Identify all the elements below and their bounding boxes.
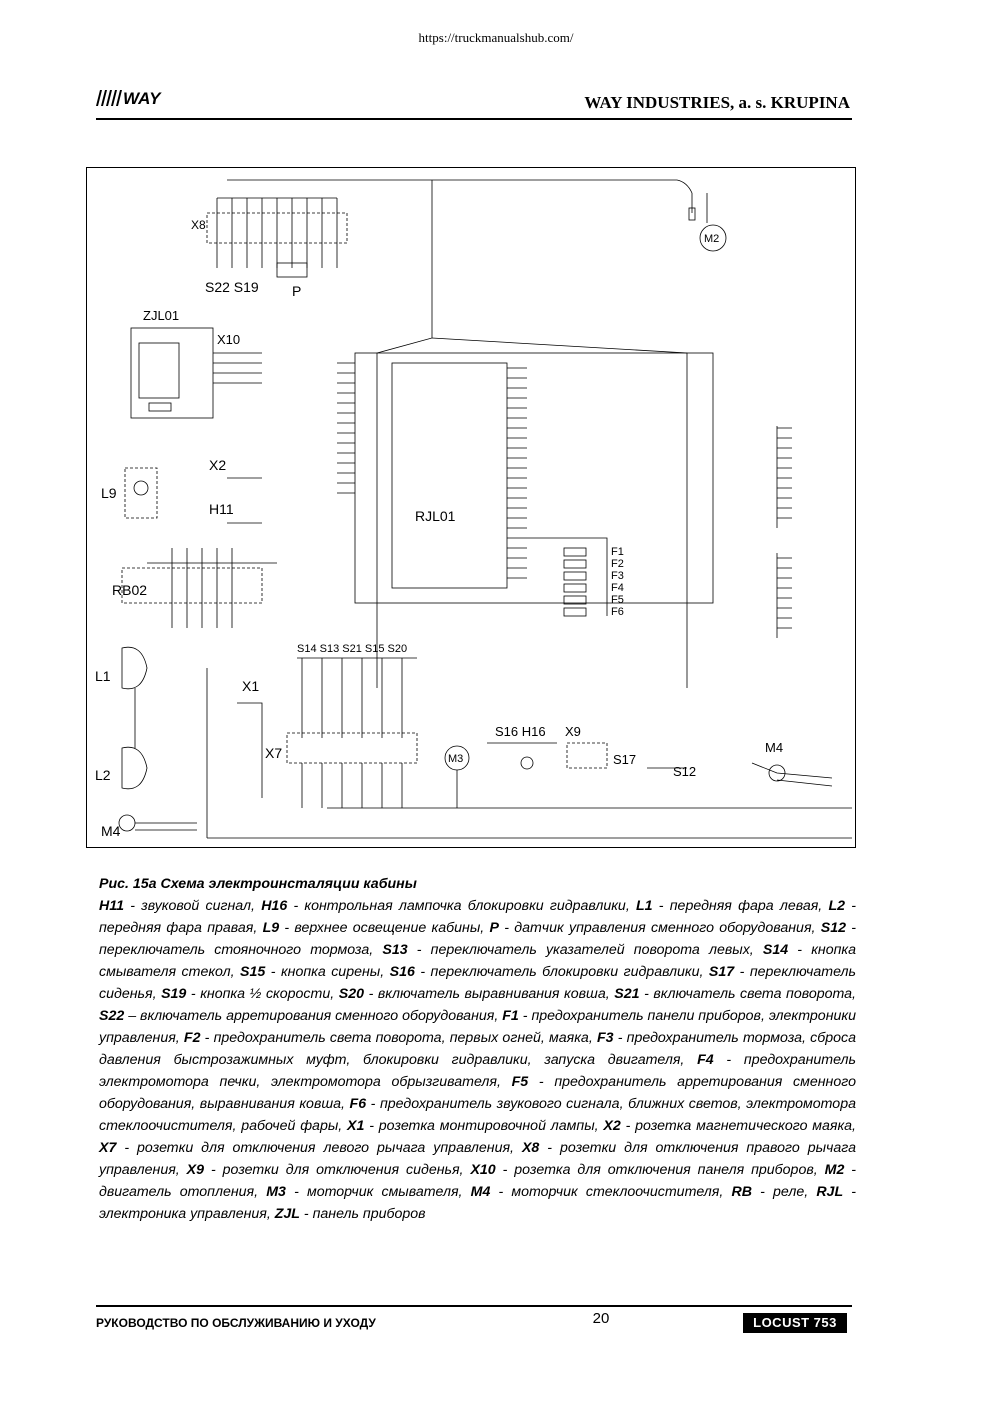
label-f1: F1 — [611, 546, 624, 558]
caption-term: F3 — [596, 1030, 614, 1046]
label-s16-h16: S16 H16 — [495, 724, 546, 739]
caption-term: L2 — [828, 898, 846, 914]
source-url: https://truckmanualshub.com/ — [418, 30, 574, 45]
caption-title: Рис. 15а Схема электроинсталяции кабины — [99, 876, 417, 892]
caption-text: - верхнее освещение кабины, — [279, 920, 490, 936]
caption-text: - датчик управления сменного оборудования, — [498, 920, 821, 936]
caption-text: - розетки для отключения сиденья, — [204, 1162, 471, 1178]
label-rb02: RB02 — [112, 582, 148, 598]
label-x7: X7 — [265, 745, 283, 761]
company-name: WAY INDUSTRIES, a. s. KRUPINA — [584, 93, 850, 112]
caption-term: F4 — [697, 1052, 714, 1068]
caption-term: S22 — [99, 1008, 125, 1024]
caption-text: - переключатель сиденья, — [99, 964, 856, 1002]
caption-text: - двигатель отопления, — [99, 1162, 857, 1200]
caption-text: - включатель света поворота, — [639, 986, 856, 1002]
wiring-diagram — [86, 167, 856, 848]
caption-term: M2 — [824, 1162, 845, 1178]
caption-text: - предохранитель панели приборов, электроники управления, — [99, 1008, 856, 1046]
page-number: 20 — [592, 1310, 610, 1327]
caption-text: - предохранитель тормоза, сброса давления быстрозажимных муфт, блокировки гидравлики, запуска двигателя, — [99, 1030, 856, 1068]
caption-term: X8 — [521, 1140, 540, 1156]
label-x9: X9 — [565, 724, 581, 739]
label-zjl01: ZJL01 — [143, 308, 180, 323]
caption-text: - предохранитель электромотора печки, электромотора обрызгивателя, — [99, 1052, 857, 1090]
caption-text: - розетка для отключения панеля приборов, — [495, 1162, 825, 1178]
label-x2: X2 — [209, 457, 227, 473]
caption-term: ZJL — [274, 1206, 300, 1222]
footer-divider — [96, 1305, 852, 1307]
caption-term: RB — [731, 1184, 752, 1200]
caption-text: - моторчик смывателя, — [285, 1184, 471, 1200]
label-l9: L9 — [101, 485, 117, 501]
label-l2: L2 — [95, 767, 111, 783]
caption-term: L9 — [262, 920, 280, 936]
logo-text: WAY — [123, 90, 161, 106]
header-divider — [96, 118, 852, 120]
label-rjl01: RJL01 — [415, 508, 456, 524]
caption-text: - переключатель указателей поворота левых, — [407, 942, 763, 958]
caption-text: - включатель выравнивания ковша, — [364, 986, 615, 1002]
caption-text: - кнопка сирены, — [265, 964, 390, 980]
label-x10: X10 — [217, 332, 241, 347]
label-m4-left: M4 — [101, 823, 121, 839]
label-s22-s19: S22 S19 — [205, 279, 259, 295]
caption-term: L1 — [636, 898, 653, 914]
label-f3: F3 — [611, 570, 624, 582]
caption-term: S19 — [161, 986, 187, 1002]
label-l1: L1 — [95, 668, 111, 684]
model-badge: LOCUST 753 — [743, 1313, 847, 1333]
caption-text: - розетка монтировочной лампы, — [364, 1118, 604, 1134]
caption-term: S14 — [762, 942, 789, 958]
label-x1: X1 — [242, 678, 260, 694]
figure-caption — [99, 873, 856, 1225]
caption-text: - предохранитель арретирования сменного оборудования, выравнивания ковша, — [99, 1074, 856, 1112]
label-f2: F2 — [611, 558, 624, 570]
caption-term: H16 — [261, 898, 288, 914]
caption-term: X7 — [99, 1140, 117, 1156]
label-s17: S17 — [613, 752, 637, 767]
caption-term: M3 — [266, 1184, 286, 1200]
caption-text: - моторчик стеклоочистителя, — [490, 1184, 732, 1200]
caption-term: S21 — [614, 986, 640, 1002]
label-f5: F5 — [611, 594, 624, 606]
caption-text: - розетки для отключения левого рычага управления, — [116, 1140, 522, 1156]
caption-term: X2 — [603, 1118, 621, 1134]
caption-term: X9 — [186, 1162, 205, 1178]
label-m3: M3 — [448, 753, 464, 765]
caption-term: M4 — [470, 1184, 491, 1200]
caption-text: - реле, — [751, 1184, 817, 1200]
label-f6: F6 — [611, 606, 624, 618]
caption-text: - звуковой сигнал, — [123, 898, 262, 914]
caption-term: S17 — [708, 964, 735, 980]
caption-term: X1 — [347, 1118, 365, 1134]
caption-text: - электроника управления, — [99, 1184, 856, 1222]
caption-term: S12 — [820, 920, 846, 936]
caption-term: F6 — [349, 1096, 367, 1112]
caption-text: - розетки для отключения правого рычага управления, — [99, 1140, 856, 1178]
caption-text: - предохранитель звукового сигнала, ближних светов, электромотора стеклоочистителя, рабочей фары, — [99, 1096, 856, 1134]
caption-term: F1 — [502, 1008, 519, 1024]
caption-term: F2 — [183, 1030, 201, 1046]
caption-text: - передняя фара левая, — [652, 898, 829, 914]
caption-term: S13 — [382, 942, 408, 958]
caption-term: RJL — [816, 1184, 844, 1200]
caption-text: - кнопка ½ скорости, — [186, 986, 339, 1002]
way-logo — [96, 90, 174, 106]
caption-term: F5 — [511, 1074, 529, 1090]
caption-text: - кнопка смывателя стекол, — [99, 942, 856, 980]
manual-title: РУКОВОДСТВО ПО ОБСЛУЖИВАНИЮ И УХОДУ — [96, 1316, 376, 1330]
caption-text: - панель приборов — [299, 1206, 426, 1222]
caption-text: - розетка магнетического маяка, — [620, 1118, 856, 1134]
caption-text: – включатель арретирования сменного оборудования, — [124, 1008, 503, 1024]
label-f4: F4 — [611, 582, 624, 594]
caption-term: X10 — [470, 1162, 496, 1178]
caption-text: - переключатель стояночного тормоза, — [99, 920, 856, 958]
caption-text: - контрольная лампочка блокировки гидравлики, — [287, 898, 636, 914]
caption-term: S20 — [338, 986, 364, 1002]
caption-text: - переключатель блокировки гидравлики, — [414, 964, 709, 980]
label-x8: X8 — [191, 218, 206, 232]
caption-text: - передняя фара правая, — [99, 898, 857, 936]
label-switch-row: S14 S13 S21 S15 S20 — [297, 643, 408, 655]
label-m2: M2 — [704, 233, 720, 245]
caption-text: - предохранитель света поворота, первых огней, маяка, — [200, 1030, 597, 1046]
label-h11: H11 — [209, 501, 234, 517]
label-p: P — [292, 283, 302, 299]
wiring-diagram-svg — [87, 168, 857, 849]
caption-term: S15 — [240, 964, 266, 980]
caption-body — [99, 895, 856, 1225]
caption-term: P — [489, 920, 499, 936]
label-s12: S12 — [673, 764, 697, 779]
label-m4-right: M4 — [765, 740, 784, 755]
caption-term: H11 — [99, 898, 124, 914]
caption-term: S16 — [389, 964, 415, 980]
